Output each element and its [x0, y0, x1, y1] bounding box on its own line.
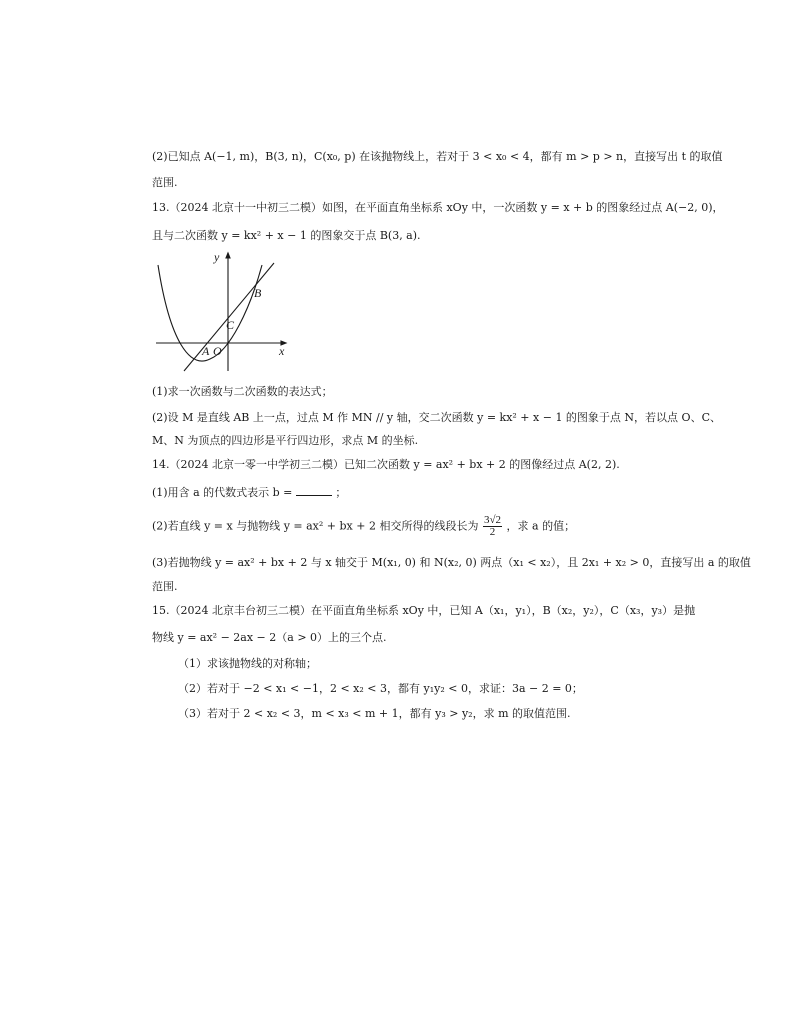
q13-graph-figure	[150, 247, 290, 372]
y-axis-arrow	[226, 253, 230, 258]
label-o: O	[213, 344, 222, 358]
q13-stem-line2: 且与二次函数 y = kx² + x − 1 的图象交于点 B(3, a).	[152, 229, 421, 242]
q14-part2	[152, 515, 575, 538]
label-c: C	[226, 318, 235, 332]
q14-stem: 14.（2024 北京一零一中学初三二模）已知二次函数 y = ax² + bx + 2 的图像经过点 A(2, 2).	[152, 458, 620, 471]
q14-answer-blank	[296, 485, 332, 496]
q14-part1	[152, 485, 346, 500]
q12-part2-line1: (2)已知点 A(−1, m)，B(3, n)，C(x₀, p) 在该抛物线上，若对于 3 < x₀ < 4，都有 m > p > n，直接写出 t 的取值	[152, 150, 723, 163]
line-ab	[184, 263, 274, 371]
q14-part2-end: ，求 a 的值；	[506, 519, 576, 533]
label-y: y	[214, 250, 220, 264]
q15-stem-line1: 15.（2024 北京丰台初三二模）在平面直角坐标系 xOy 中，已知 A（x₁，y₁），B（x₂，y₂），C（x₃，y₃）是抛	[152, 604, 696, 617]
q13-part1: (1)求一次函数与二次函数的表达式；	[152, 385, 333, 398]
fraction-numerator: 3√2	[483, 514, 502, 526]
q15-stem-line2: 物线 y = ax² − 2ax − 2（a > 0）上的三个点.	[152, 631, 387, 644]
q15-part2: （2）若对于 −2 < x₁ < −1，2 < x₂ < 3，都有 y₁y₂ < 0，求证：3a − 2 = 0；	[178, 682, 583, 695]
q13-stem-line1: 13.（2024 北京十一中初三二模）如图，在平面直角坐标系 xOy 中，一次函数 y = x + b 的图象经过点 A(−2, 0)，	[152, 201, 724, 214]
parabola-curve	[158, 265, 262, 361]
label-x: x	[279, 344, 285, 358]
q14-part1-end: ；	[335, 486, 347, 499]
q13-part2-line1: (2)设 M 是直线 AB 上一点，过点 M 作 MN // y 轴，交二次函数 y = kx² + x − 1 的图象于点 N，若以点 O、C、	[152, 411, 721, 424]
q12-part2-line2: 范围.	[152, 176, 178, 189]
label-a: A	[202, 344, 210, 358]
q14-part3-line2: 范围.	[152, 580, 178, 593]
q15-part3: （3）若对于 2 < x₂ < 3，m < x₃ < m + 1，都有 y₃ > y₂，求 m 的取值范围.	[178, 707, 571, 720]
fraction-denominator: 2	[489, 526, 496, 538]
q14-part1-text: (1)用含 a 的代数式表示 b =	[152, 486, 293, 499]
q15-part1: （1）求该抛物线的对称轴；	[178, 657, 317, 670]
label-b: B	[254, 286, 262, 300]
fraction-3root2-over-2	[483, 515, 502, 538]
q14-part2-text: (2)若直线 y = x 与抛物线 y = ax² + bx + 2 相交所得的线段长为	[152, 519, 479, 533]
q13-part2-line2: M、N 为顶点的四边形是平行四边形，求点 M 的坐标.	[152, 434, 419, 447]
q14-part3-line1: (3)若抛物线 y = ax² + bx + 2 与 x 轴交于 M(x₁, 0) 和 N(x₂, 0) 两点（x₁ < x₂），且 2x₁ + x₂ > 0，直接写出 a 的取值	[152, 556, 751, 569]
